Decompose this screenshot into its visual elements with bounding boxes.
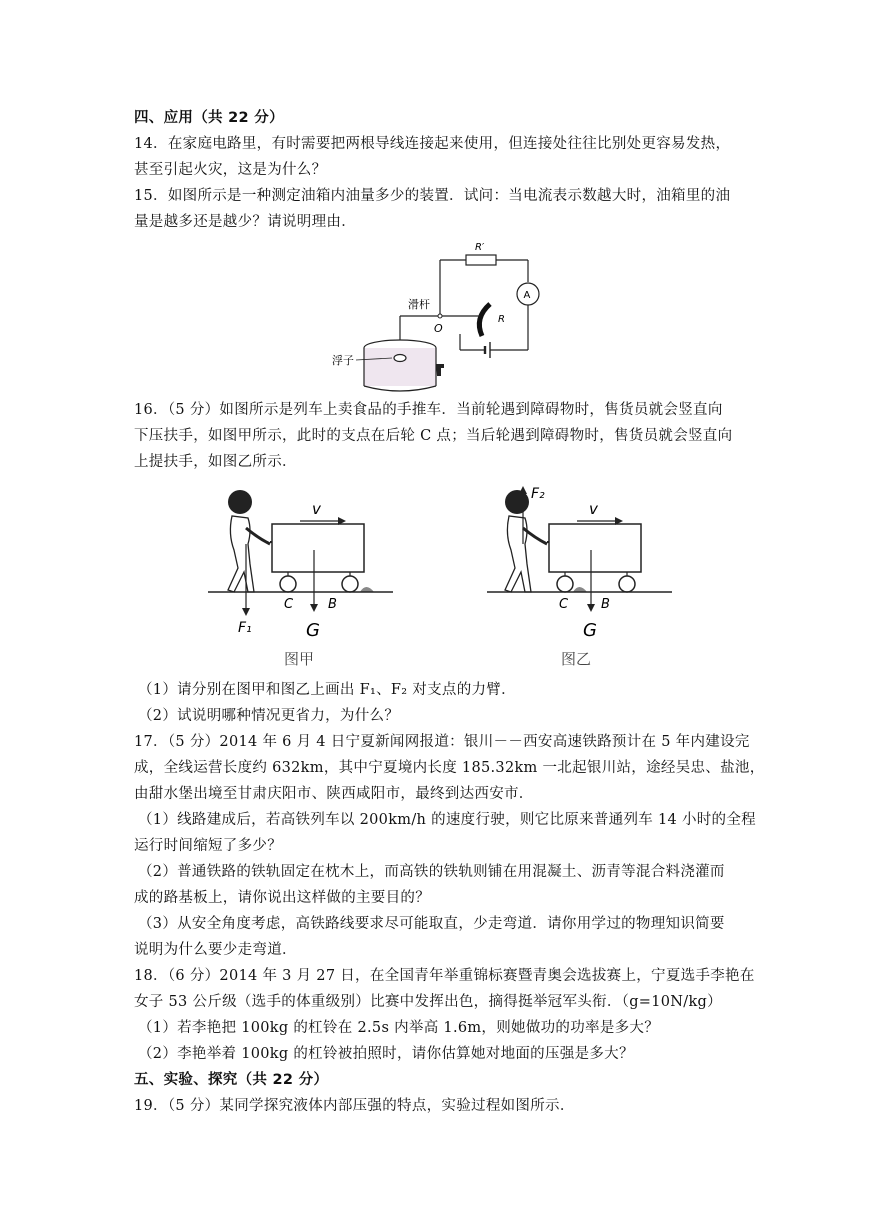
- question-14-line-1: 14．在家庭电路里，有时需要把两根导线连接起来使用，但连接处往往比别处更容易发热，: [134, 136, 731, 152]
- label-r: R: [498, 314, 505, 325]
- label-f1: F₁: [238, 620, 252, 636]
- variable-resistor-r: [479, 304, 490, 336]
- question-15-line-1: 15．如图所示是一种测定油箱内油量多少的装置．试问：当电流表示数越大时，油箱里的油: [134, 188, 731, 204]
- cart-figure-a: [208, 484, 393, 669]
- question-18-line-2: 女子 53 公斤级（选手的体重级别）比赛中发挥出色，摘得挺举冠军头衔．（g=10N/kg）: [134, 994, 722, 1010]
- label-c-b: C: [559, 597, 569, 612]
- person-body: [228, 516, 254, 592]
- question-17-sub-3-line-1: （3）从安全角度考虑，高铁路线要求尽可能取直，少走弯道．请你用学过的物理知识简要: [138, 916, 725, 932]
- label-v-a: v: [312, 500, 321, 518]
- question-16-sub-1: （1）请分别在图甲和图乙上画出 F₁、F₂ 对支点的力臂．: [138, 682, 516, 698]
- label-r-prime: R′: [475, 242, 485, 253]
- question-16-line-2: 下压扶手，如图甲所示，此时的支点在后轮 C 点；当后轮遇到障碍物时，售货员就会竖直向: [134, 428, 733, 444]
- question-18-line-1: 18．（6 分）2014 年 3 月 27 日，在全国青年举重锦标赛暨青奥会选拔赛上，宁夏选手李艳在: [134, 968, 755, 984]
- front-wheel: [342, 576, 358, 592]
- label-g-b: G: [583, 620, 597, 641]
- question-19-line-1: 19．（5 分）某同学探究液体内部压强的特点，实验过程如图所示．: [134, 1098, 575, 1114]
- label-v-b: v: [589, 500, 598, 518]
- cart-body: [272, 524, 364, 572]
- person-body: [505, 516, 531, 592]
- rear-wheel: [280, 576, 296, 592]
- resistor-r-prime: [466, 255, 496, 265]
- caption-figure-a: 图甲: [284, 650, 315, 668]
- question-17-sub-1-line-2: 运行时间缩短了多少？: [134, 838, 282, 854]
- question-17-line-1: 17．（5 分）2014 年 6 月 4 日宁夏新闻网报道：银川－－西安高速铁路预计在 5 年内建设完: [134, 734, 750, 750]
- question-17-sub-3-line-2: 说明为什么要少走弯道．: [134, 942, 297, 958]
- label-ammeter: A: [523, 290, 531, 301]
- question-17-sub-1-line-1: （1）线路建成后，若高铁列车以 200km/h 的速度行驶，则它比原来普通列车 14 小时的全程: [138, 812, 756, 828]
- question-16-sub-2: （2）试说明哪种情况更省力，为什么？: [138, 708, 400, 724]
- oil-tank: [364, 348, 436, 386]
- section-heading-4: 四、应用（共 22 分）: [134, 110, 284, 126]
- question-17-sub-2-line-1: （2）普通铁路的铁轨固定在枕木上，而高铁的铁轨则铺在用混凝土、沥青等混合料浇灌而: [138, 864, 725, 880]
- tap-icon: [436, 364, 444, 376]
- label-b-a: B: [328, 597, 337, 612]
- label-f2: F₂: [531, 486, 545, 502]
- rear-wheel: [557, 576, 573, 592]
- person-head: [228, 490, 252, 514]
- question-18-sub-1: （1）若李艳把 100kg 的杠铃在 2.5s 内举高 1.6m，则她做功的功率是多大？: [138, 1020, 660, 1036]
- label-lever: 滑杆: [408, 298, 430, 311]
- question-17-line-2: 成，全线运营长度约 632km，其中宁夏境内长度 185.32km 一北起银川站，途经吴忠、盐池，: [134, 760, 765, 776]
- question-15-line-2: 量是越多还是越少？请说明理由．: [134, 214, 356, 230]
- cart-figure-b: [487, 484, 672, 669]
- label-b-b: B: [601, 597, 610, 612]
- question-17-line-3: 由甜水堡出境至甘肃庆阳市、陕西咸阳市，最终到达西安市．: [134, 786, 534, 802]
- label-float: 浮子: [332, 354, 354, 367]
- question-16-line-1: 16．（5 分）如图所示是列车上卖食品的手推车．当前轮遇到障碍物时，售货员就会竖直向: [134, 402, 723, 418]
- oil-gauge-figure: [330, 236, 560, 398]
- label-pivot: O: [434, 322, 443, 335]
- label-c-a: C: [284, 597, 294, 612]
- section-heading-5: 五、实验、探究（共 22 分）: [134, 1072, 329, 1088]
- float: [394, 355, 406, 362]
- question-18-sub-2: （2）李艳举着 100kg 的杠铃被拍照时，请你估算她对地面的压强是多大？: [138, 1046, 634, 1062]
- question-16-line-3: 上提扶手，如图乙所示．: [134, 454, 297, 470]
- cart-body: [549, 524, 641, 572]
- caption-figure-b: 图乙: [561, 650, 592, 668]
- question-17-sub-2-line-2: 成的路基板上，请你说出这样做的主要目的？: [134, 890, 430, 906]
- front-wheel: [619, 576, 635, 592]
- label-g-a: G: [306, 620, 320, 641]
- question-14-line-2: 甚至引起火灾，这是为什么？: [134, 162, 327, 178]
